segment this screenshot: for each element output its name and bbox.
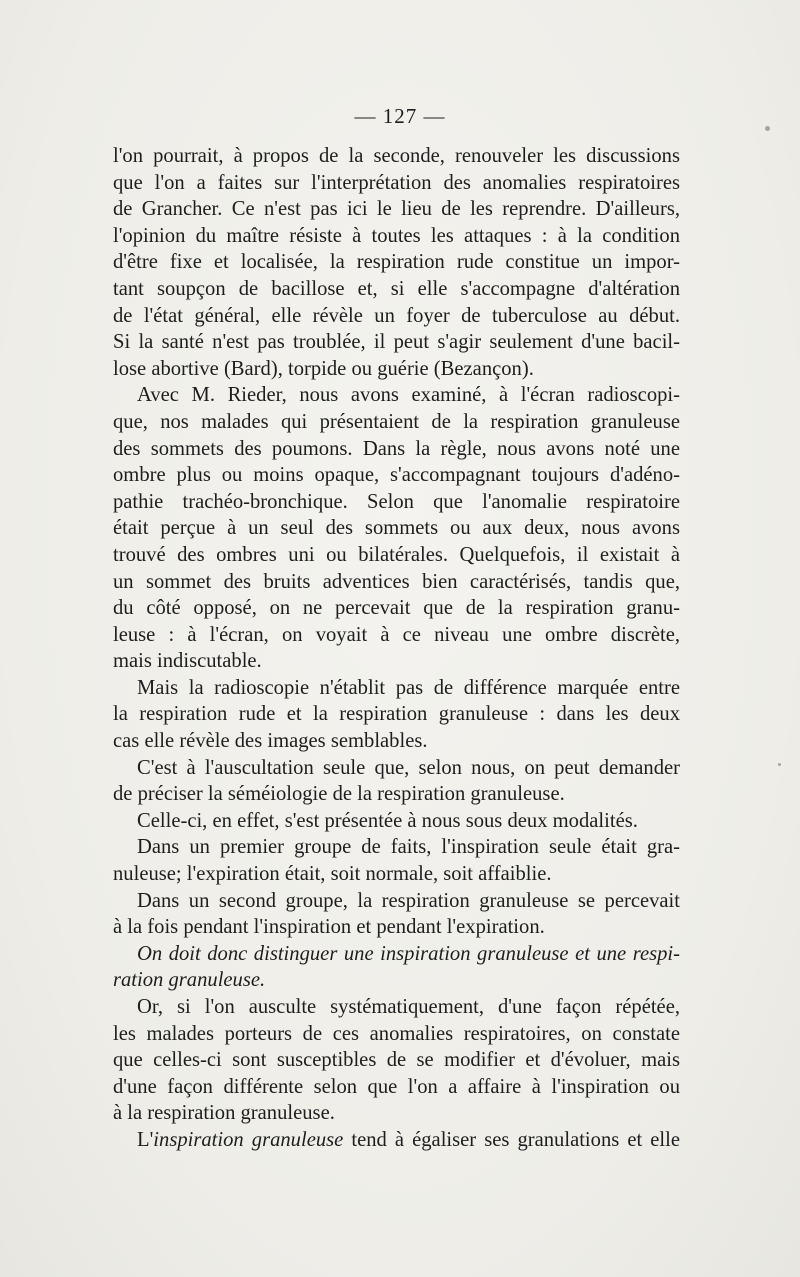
text-line: Dans un premier groupe de faits, l'inspiration seule était gra- — [137, 836, 680, 859]
text-line: cas elle révèle des images semblables. — [113, 730, 428, 753]
text-block — [113, 143, 680, 1154]
text-line: la respiration rude et la respiration granuleuse : dans les deux — [113, 703, 680, 726]
text-line: trouvé des ombres uni ou bilatérales. Quelquefois, il existait à — [113, 543, 680, 566]
text-line: Dans un second groupe, la respiration granuleuse se percevait — [137, 889, 680, 912]
text-line: l'opinion du maître résiste à toutes les attaques : à la condition — [113, 224, 680, 247]
text-line: du côté opposé, on ne percevait que de la respiration granu- — [113, 597, 680, 620]
text-line: leuse : à l'écran, on voyait à ce niveau une ombre discrète, — [113, 623, 680, 646]
text-line: Or, si l'on ausculte systématiquement, d'une façon répétée, — [137, 996, 680, 1018]
text-line: Mais la radioscopie n'établit pas de différence marquée entre — [137, 676, 680, 699]
text-line: les malades porteurs de ces anomalies respiratoires, on constate — [113, 1022, 680, 1045]
text-line — [113, 1127, 680, 1154]
text-line: mais indiscutable. — [113, 650, 262, 673]
text-line: C'est à l'auscultation seule que, selon nous, on peut demander — [137, 756, 680, 779]
text-fragment: tend à égaliser ses granulations et elle — [343, 1128, 680, 1151]
text-line: était perçue à un seul des sommets ou aux deux, nous avons — [113, 517, 680, 540]
page-number: — 127 — — [354, 104, 446, 128]
text-line: de préciser la séméiologie de la respiration granuleuse. — [113, 783, 565, 806]
text-line: un sommet des bruits adventices bien caractérisés, tandis que, — [113, 570, 680, 593]
body-text — [113, 143, 680, 1154]
italic-fragment: inspiration granuleuse — [153, 1128, 344, 1151]
text-line: que celles-ci sont susceptibles de se modifier et d'évoluer, mais — [113, 1049, 680, 1072]
text-line: On doit donc distinguer une inspiration granuleuse et une respi- — [137, 942, 680, 965]
text-line: d'être fixe et localisée, la respiration rude constitue un impor- — [113, 251, 680, 274]
text-line: Avec M. Rieder, nous avons examiné, à l'écran radioscopi- — [137, 384, 680, 407]
text-line: pathie trachéo-bronchique. Selon que l'anomalie respiratoire — [113, 490, 680, 513]
text-line: à la respiration granuleuse. — [113, 1102, 335, 1125]
text-line: ombre plus ou moins opaque, s'accompagnant toujours d'adéno- — [113, 464, 680, 487]
text-line: nuleuse; l'expiration était, soit normale, soit affaiblie. — [113, 863, 552, 886]
text-line: de l'état général, elle révèle un foyer de tuberculose au début. — [113, 304, 680, 327]
text-fragment: L' — [137, 1128, 154, 1151]
text-line: de Grancher. Ce n'est pas ici le lieu de les reprendre. D'ailleurs, — [113, 198, 680, 221]
text-line: à la fois pendant l'inspiration et pendant l'expiration. — [113, 916, 545, 939]
text-line: tant soupçon de bacillose et, si elle s'accompagne d'altération — [113, 277, 680, 300]
text-line: l'on pourrait, à propos de la seconde, renouveler les discussions — [113, 145, 680, 167]
text-line: Celle-ci, en effet, s'est présentée à nous sous deux modalités. — [137, 809, 638, 832]
ink-spot — [778, 763, 781, 766]
text-line: des sommets des poumons. Dans la règle, nous avons noté une — [113, 437, 680, 460]
text-line: ration granuleuse. — [113, 969, 266, 992]
text-line: lose abortive (Bard), torpide ou guérie (Bezançon). — [113, 357, 534, 380]
text-line: que l'on a faites sur l'interprétation des anomalies respiratoires — [113, 171, 680, 194]
text-line: que, nos malades qui présentaient de la respiration granuleuse — [113, 410, 680, 433]
text-line: d'une façon différente selon que l'on a affaire à l'inspiration ou — [113, 1075, 680, 1098]
text-line: Si la santé n'est pas troublée, il peut s'agir seulement d'une bacil- — [113, 331, 680, 354]
